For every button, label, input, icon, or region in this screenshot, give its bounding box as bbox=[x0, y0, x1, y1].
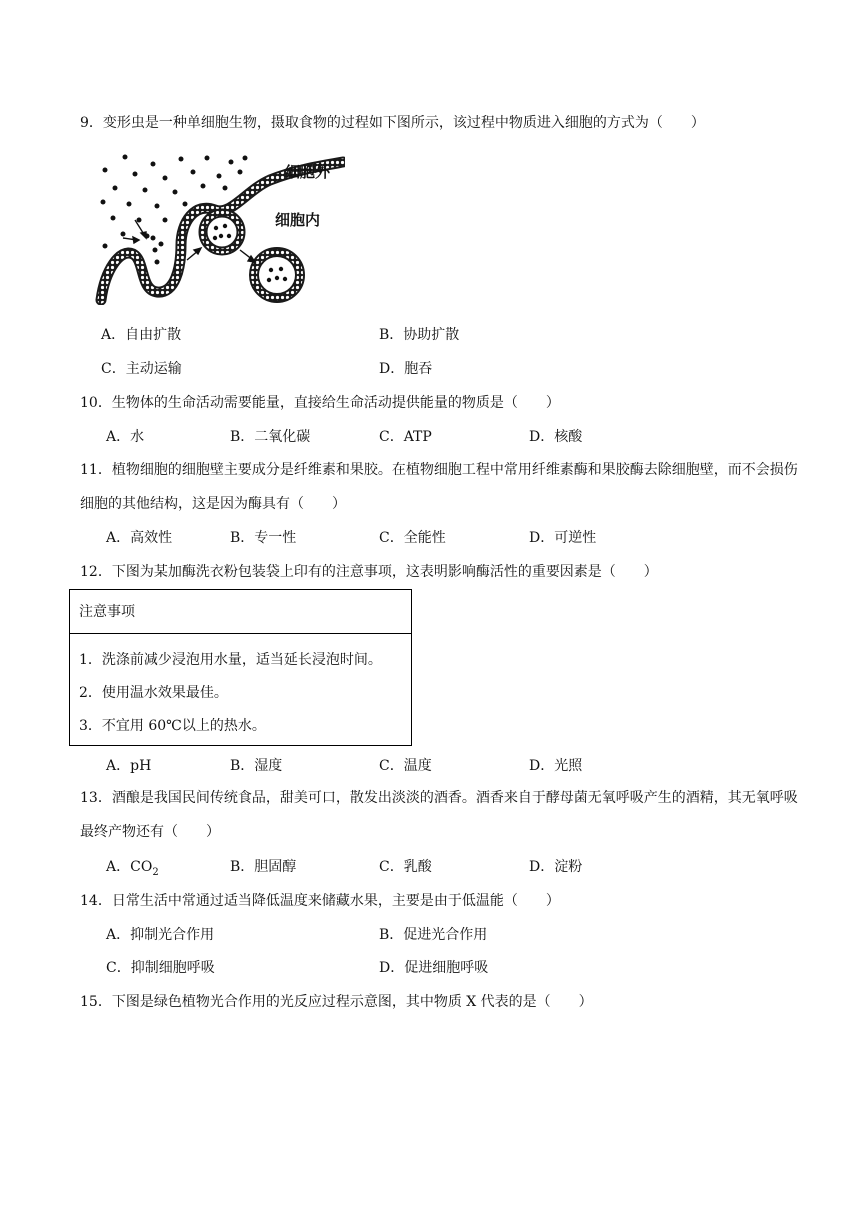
question-11-text: 11．植物细胞的细胞壁主要成分是纤维素和果胶。在植物细胞工程中常用纤维素酶和果胶酶去除细胞壁，而不会损伤细胞的其他结构，这是因为酶具有（ ） bbox=[80, 462, 798, 512]
label-inside: 细胞内 bbox=[275, 211, 321, 229]
question-15-text: 15．下图是绿色植物光合作用的光反应过程示意图，其中物质 X 代表的是（ ） bbox=[80, 994, 593, 1010]
q12-option-b: B．湿度 bbox=[230, 758, 283, 774]
q9-option-b: B．协助扩散 bbox=[379, 327, 460, 343]
q12-option-c: C．温度 bbox=[379, 758, 432, 774]
q12-option-d: D．光照 bbox=[529, 758, 583, 774]
question-9-text: 9．变形虫是一种单细胞生物，摄取食物的过程如下图所示，该过程中物质进入细胞的方式为（ ） bbox=[80, 115, 705, 131]
q14-option-a: A．抑制光合作用 bbox=[106, 927, 215, 943]
q14-option-b: B．促进光合作用 bbox=[379, 927, 488, 943]
q14-option-c: C．抑制细胞呼吸 bbox=[106, 960, 215, 976]
q13-option-b: B．胆固醇 bbox=[230, 859, 297, 875]
notice-box bbox=[69, 589, 412, 746]
q14-option-d: D．促进细胞呼吸 bbox=[379, 960, 489, 976]
notice-title: 注意事项 bbox=[70, 590, 411, 634]
question-13-text: 13．酒酿是我国民间传统食品，甜美可口，散发出淡淡的酒香。酒香来自于酵母菌无氧呼吸产生的酒精，其无氧呼吸最终产物还有（ ） bbox=[80, 790, 798, 840]
question-12-text: 12．下图为某加酶洗衣粉包装袋上印有的注意事项，这表明影响酶活性的重要因素是（ ） bbox=[80, 564, 658, 580]
co2-subscript: 2 bbox=[152, 866, 159, 878]
notice-line-2: 2．使用温水效果最佳。 bbox=[79, 685, 228, 701]
question-10-text: 10．生物体的生命活动需要能量，直接给生命活动提供能量的物质是（ ） bbox=[80, 395, 560, 411]
notice-line-1: 1．洗涤前减少浸泡用水量，适当延长浸泡时间。 bbox=[79, 652, 382, 668]
q11-option-b: B．专一性 bbox=[230, 530, 297, 546]
q9-option-d: D．胞吞 bbox=[379, 361, 433, 377]
q13-option-d: D．淀粉 bbox=[529, 859, 583, 875]
q13-option-c: C．乳酸 bbox=[379, 859, 432, 875]
q11-option-c: C．全能性 bbox=[379, 530, 446, 546]
q11-option-d: D．可逆性 bbox=[529, 530, 597, 546]
q10-option-a: A．水 bbox=[106, 429, 145, 445]
q10-option-b: B．二氧化碳 bbox=[230, 429, 311, 445]
notice-line-3: 3．不宜用 60℃以上的热水。 bbox=[79, 718, 266, 734]
question-14-text: 14．日常生活中常通过适当降低温度来储藏水果，主要是由于低温能（ ） bbox=[80, 893, 560, 909]
q10-option-c: C．ATP bbox=[379, 429, 432, 445]
q9-option-c: C．主动运输 bbox=[101, 361, 182, 377]
q13-option-a: A．$CO_2$ bbox=[106, 859, 159, 878]
q12-option-a: A．pH bbox=[106, 758, 152, 774]
q10-option-d: D．核酸 bbox=[529, 429, 583, 445]
label-outside: 细胞外 bbox=[285, 163, 331, 181]
q11-option-a: A．高效性 bbox=[106, 530, 173, 546]
endocytosis-figure bbox=[95, 150, 345, 305]
q9-option-a: A．自由扩散 bbox=[101, 327, 182, 343]
